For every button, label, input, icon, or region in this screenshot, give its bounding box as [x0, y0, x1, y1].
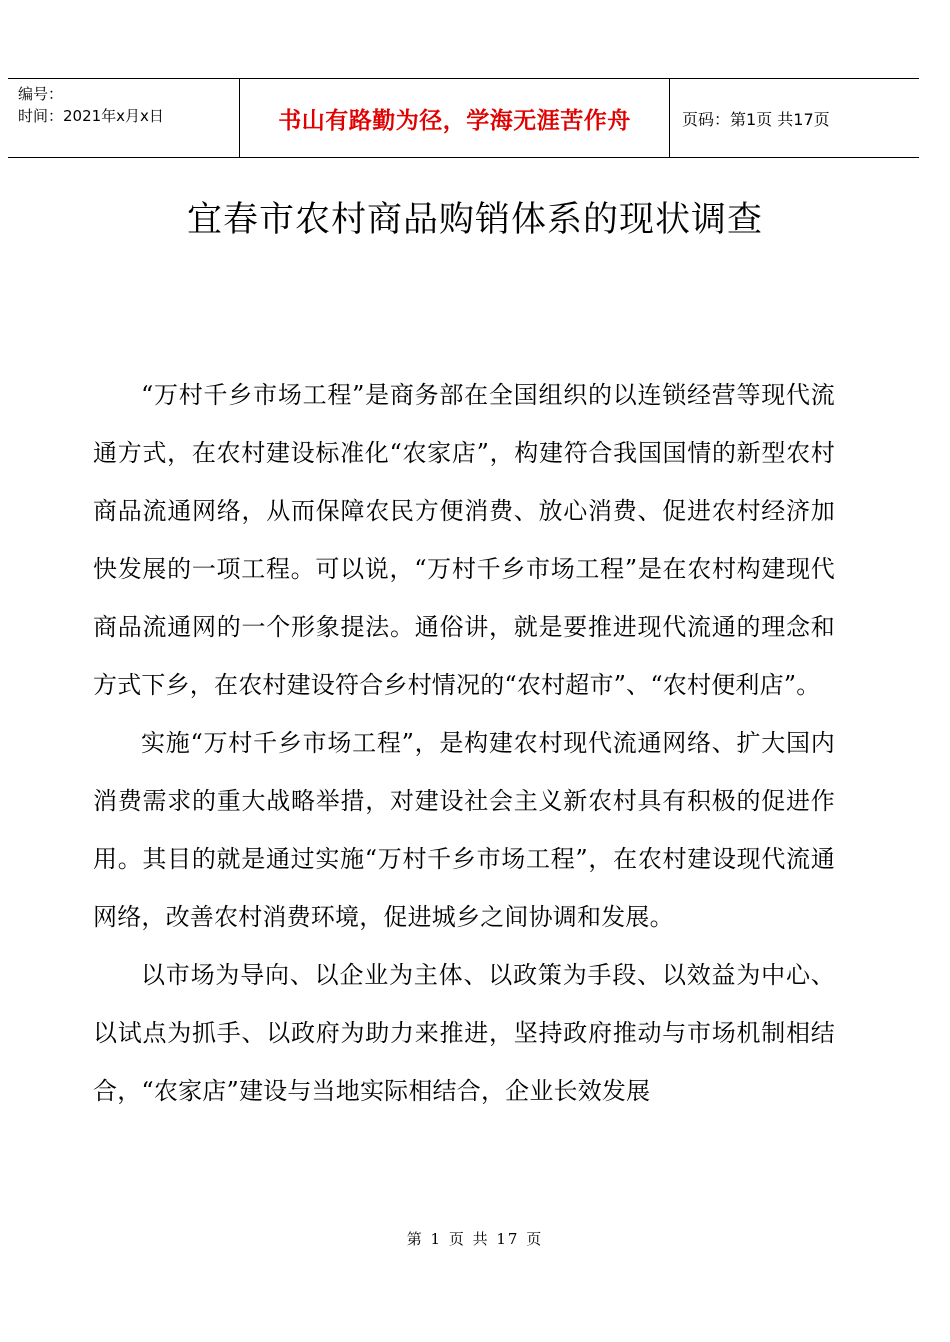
motto-text: 书山有路勤为径，学海无涯苦作舟: [278, 106, 631, 134]
header-motto-cell: [240, 79, 670, 157]
paragraph: 实施“万村千乡市场工程”，是构建农村现代流通网络、扩大国内消费需求的重大战略举措，对建设社会主义新农村具有积极的促进作用。其目的就是通过实施“万村千乡市场工程”，在农村建设现代流通网络，改善农村消费环境，促进城乡之间协调和发展。: [93, 729, 835, 931]
paragraph: 以市场为导向、以企业为主体、以政策为手段、以效益为中心、以试点为抓手、以政府为助力来推进，坚持政府推动与市场机制相结合，“农家店”建设与当地实际相结合，企业长效发展: [93, 961, 835, 1105]
document-header: [8, 78, 919, 158]
header-meta-cell: [8, 79, 240, 157]
time-label: 时间：2021年x月x日: [18, 107, 164, 125]
number-label: 编号：: [18, 85, 64, 103]
paragraph: “万村千乡市场工程”是商务部在全国组织的以连锁经营等现代流通方式，在农村建设标准化“农家店”，构建符合我国国情的新型农村商品流通网络，从而保障农民方便消费、放心消费、促进农村经济加快发展的一项工程。可以说，“万村千乡市场工程”是在农村构建现代商品流通网的一个形象提法。通俗讲，就是要推进现代流通的理念和方式下乡，在农村建设符合乡村情况的“农村超市”、“农村便利店”。: [93, 381, 835, 699]
header-page-cell: [670, 79, 919, 157]
page-footer: 第 1 页 共 17 页: [406, 1230, 544, 1248]
document-body: [93, 366, 835, 1120]
page-code: 页码：第1页 共17页: [682, 109, 830, 129]
document-title: 宜春市农村商品购销体系的现状调查: [186, 200, 763, 240]
